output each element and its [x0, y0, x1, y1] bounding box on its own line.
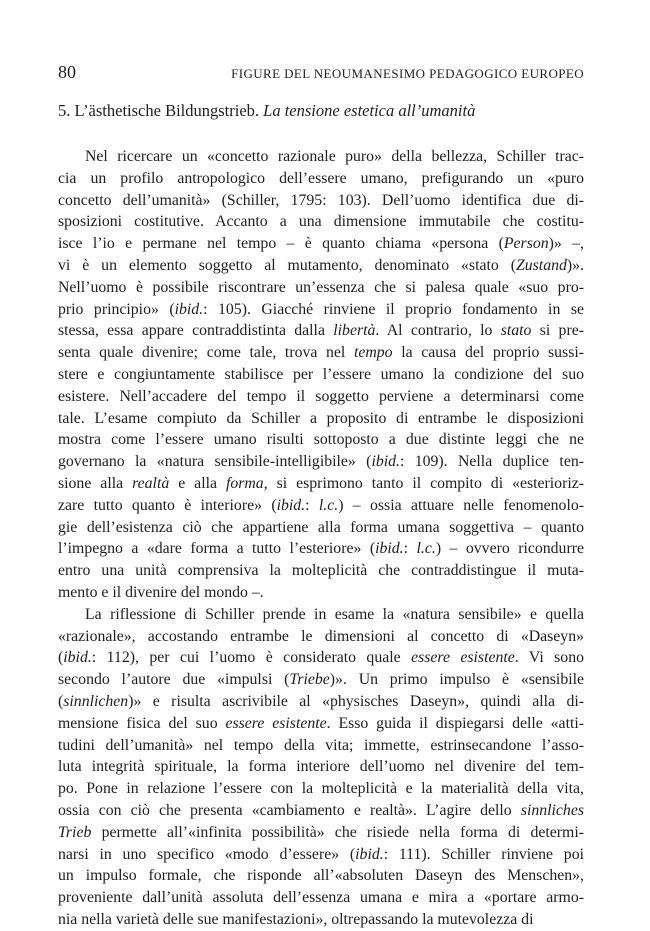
text-line — [58, 408, 584, 430]
text-run: stere e congiuntamente stabilisce per l’essere umano la condizione del suo — [58, 365, 584, 383]
text-run: ) – ossia attuare nelle fenomenolo- — [338, 496, 584, 514]
text-run: e alla — [169, 474, 226, 492]
text-line — [58, 233, 584, 255]
text-line — [58, 713, 584, 735]
page-number: 80 — [58, 62, 76, 82]
text-line — [58, 146, 584, 168]
text-run: tale. L’esame compiuto da Schiller a proposito di entrambe le disposizioni — [58, 409, 584, 427]
text-run: : 109). Nella duplice ten- — [399, 453, 584, 471]
italic-run: stato — [500, 322, 532, 340]
text-run: proveniente dall’unità assoluta dell’essenza umana e mira a «portare armo- — [58, 889, 584, 907]
text-run: tudini dell’umanità» nel tempo della vita; immette, estrinsecandone l’asso- — [58, 736, 584, 754]
text-run: )». Un primo impulso è «sensibile — [329, 671, 585, 689]
text-line — [58, 800, 584, 822]
text-line — [58, 865, 584, 887]
text-line — [58, 342, 584, 364]
text-run: concetto dell’umanità» (Schiller, 1795: 103). Dell’uomo identifica due di- — [58, 191, 584, 209]
italic-run: Trieb — [58, 823, 92, 841]
italic-run: Triebe — [289, 671, 330, 689]
text-line — [58, 538, 584, 560]
body-text — [58, 146, 584, 931]
text-run: : 112), per cui l’uomo è considerato quale — [91, 649, 412, 667]
italic-run: essere esistente — [225, 714, 327, 732]
book-page — [58, 62, 584, 931]
text-run: mento e il divenire del mondo –. — [58, 583, 264, 601]
text-run: sione alla — [58, 474, 133, 492]
section-title-roman: L’ästhetische Bildungstrieb. — [74, 101, 260, 120]
text-line — [58, 735, 584, 757]
text-line — [58, 255, 584, 277]
italic-run: ibid. — [276, 496, 306, 514]
italic-run: libertà — [333, 322, 376, 340]
text-run: «razionale», accostando entrambe le dimensioni al concetto di «Daseyn» — [58, 627, 584, 645]
italic-run: sinnlichen — [63, 692, 129, 710]
running-head — [58, 62, 584, 86]
text-run: : — [403, 540, 417, 558]
italic-run: ibid. — [375, 540, 404, 558]
text-line — [58, 756, 584, 778]
text-run: mostra come l’essere umano risulti sottoposto a due distinte leggi che ne — [58, 431, 584, 449]
text-run: )» –, — [548, 235, 584, 253]
text-line — [58, 299, 584, 321]
text-run: entro una unità comprensiva la molteplicità che contraddistingue il muta- — [58, 562, 584, 580]
text-run: vi è un elemento soggetto al mutamento, denominato «stato ( — [58, 256, 516, 274]
text-run: ( — [58, 692, 64, 710]
paragraph — [58, 604, 584, 931]
italic-run: tempo — [353, 344, 393, 362]
italic-run: l.c. — [416, 540, 436, 558]
text-line — [58, 691, 584, 713]
text-run: esistere. Nell’accadere del tempo il soggetto perviene a determinarsi come — [58, 387, 584, 405]
text-run: cia un profilo antropologico dell’essere umano, prefigurando un «puro — [58, 169, 584, 187]
text-run: La riflessione di Schiller prende in esame la «natura sensibile» e quella — [85, 605, 584, 623]
text-run: . Vi sono — [514, 649, 584, 667]
text-line — [58, 844, 584, 866]
text-line — [58, 190, 584, 212]
text-run: permette all’«infinita possibilità» che risiede nella forma di determi- — [91, 823, 584, 841]
text-run: )». — [566, 256, 584, 274]
text-run: po. Pone in relazione l’essere con la molteplicità e la materialità della vita, — [58, 780, 584, 798]
text-line — [58, 669, 584, 691]
text-line — [58, 168, 584, 190]
text-run: nia nella varietà delle sue manifestazioni», oltrepassando la mutevolezza di — [58, 910, 534, 928]
text-run: : — [305, 496, 319, 514]
italic-run: ibid. — [174, 300, 204, 318]
text-line — [58, 320, 584, 342]
text-line — [58, 277, 584, 299]
text-run: senta quale divenire; come tale, trova nel — [58, 344, 354, 362]
section-heading — [58, 100, 584, 122]
text-run: prio principio» ( — [58, 300, 175, 318]
text-line — [58, 604, 584, 626]
text-run: Nel ricercare un «concetto razionale puro» della bellezza, Schiller trac- — [85, 148, 584, 165]
text-run: un impulso formale, che risponde all’«absoluten Daseyn des Menschen», — [58, 867, 584, 885]
italic-run: Person — [503, 235, 549, 253]
text-line — [58, 386, 584, 408]
italic-run: forma — [225, 474, 264, 492]
text-line — [58, 822, 584, 844]
text-line — [58, 887, 584, 909]
italic-run: essere esistente — [411, 649, 515, 667]
text-run: la causa del proprio sussi- — [392, 344, 584, 362]
text-run: )» e risulta ascrivibile al «physisches Daseyn», quindi alla di- — [128, 692, 584, 710]
text-line — [58, 429, 584, 451]
running-title: FIGURE DEL NEOUMANESIMO PEDAGOGICO EUROPEO — [231, 66, 584, 81]
text-run: gie dell’esistenza ciò che appartiene alla forma umana soggettiva – quanto — [58, 518, 584, 536]
text-run: . Al contrario, lo — [375, 322, 501, 340]
text-line — [58, 495, 584, 517]
section-number: 5. — [58, 101, 71, 120]
text-line — [58, 364, 584, 386]
text-run: narsi in uno specifico «modo d’essere» ( — [58, 845, 356, 863]
italic-run: realtà — [132, 474, 170, 492]
text-run: luta integrità spirituale, la forma interiore dell’uomo nel divenire del tem- — [58, 758, 584, 776]
text-run: , si esprimono tanto il compito di «esterioriz- — [263, 474, 584, 492]
text-run: : 111). Schiller rinviene poi — [383, 845, 584, 863]
text-run: ossia con ciò che presenta «cambiamento e realtà». L’agire dello — [58, 801, 521, 819]
section-title-italic: La tensione estetica all’umanità — [263, 101, 476, 120]
italic-run: sinnliches — [520, 801, 584, 819]
text-line — [58, 582, 584, 604]
text-run: isce l’io e permane nel tempo – è quanto chiama «persona ( — [58, 235, 504, 253]
text-line — [58, 778, 584, 800]
text-line — [58, 647, 584, 669]
text-run: stessa, essa appare contraddistinta dalla — [58, 322, 334, 340]
text-run: . Esso guida il dispiegarsi delle «atti- — [326, 714, 585, 732]
text-line — [58, 909, 584, 931]
paragraph — [58, 146, 584, 604]
text-line — [58, 211, 584, 233]
text-line — [58, 626, 584, 648]
text-line — [58, 451, 584, 473]
italic-run: Zustand — [515, 256, 567, 274]
text-line — [58, 560, 584, 582]
text-run: zare tutto quanto è interiore» ( — [58, 496, 277, 514]
text-run: ) – ovvero ricondurre — [435, 540, 584, 558]
text-line — [58, 473, 584, 495]
text-run: ( — [58, 649, 64, 667]
text-run: si pre- — [531, 322, 584, 340]
text-run: Nell’uomo è possibile riscontrare un’essenza che si palesa quale «suo pro- — [58, 278, 584, 296]
italic-run: ibid. — [371, 453, 400, 471]
text-run: : 105). Giacché rinviene il proprio fondamento in se — [203, 300, 584, 318]
text-run: sposizioni costitutive. Accanto a una dimensione immutabile che costitu- — [58, 213, 584, 231]
text-run: l’impegno a «dare forma a tutto l’esteriore» ( — [58, 540, 376, 558]
italic-run: ibid. — [355, 845, 384, 863]
text-run: secondo l’autore due «impulsi ( — [58, 671, 290, 689]
italic-run: ibid. — [63, 649, 92, 667]
text-run: governano la «natura sensibile-intelligibile» ( — [58, 453, 372, 471]
text-run: mensione fisica del suo — [58, 714, 226, 732]
text-line — [58, 517, 584, 539]
italic-run: l.c. — [318, 496, 339, 514]
